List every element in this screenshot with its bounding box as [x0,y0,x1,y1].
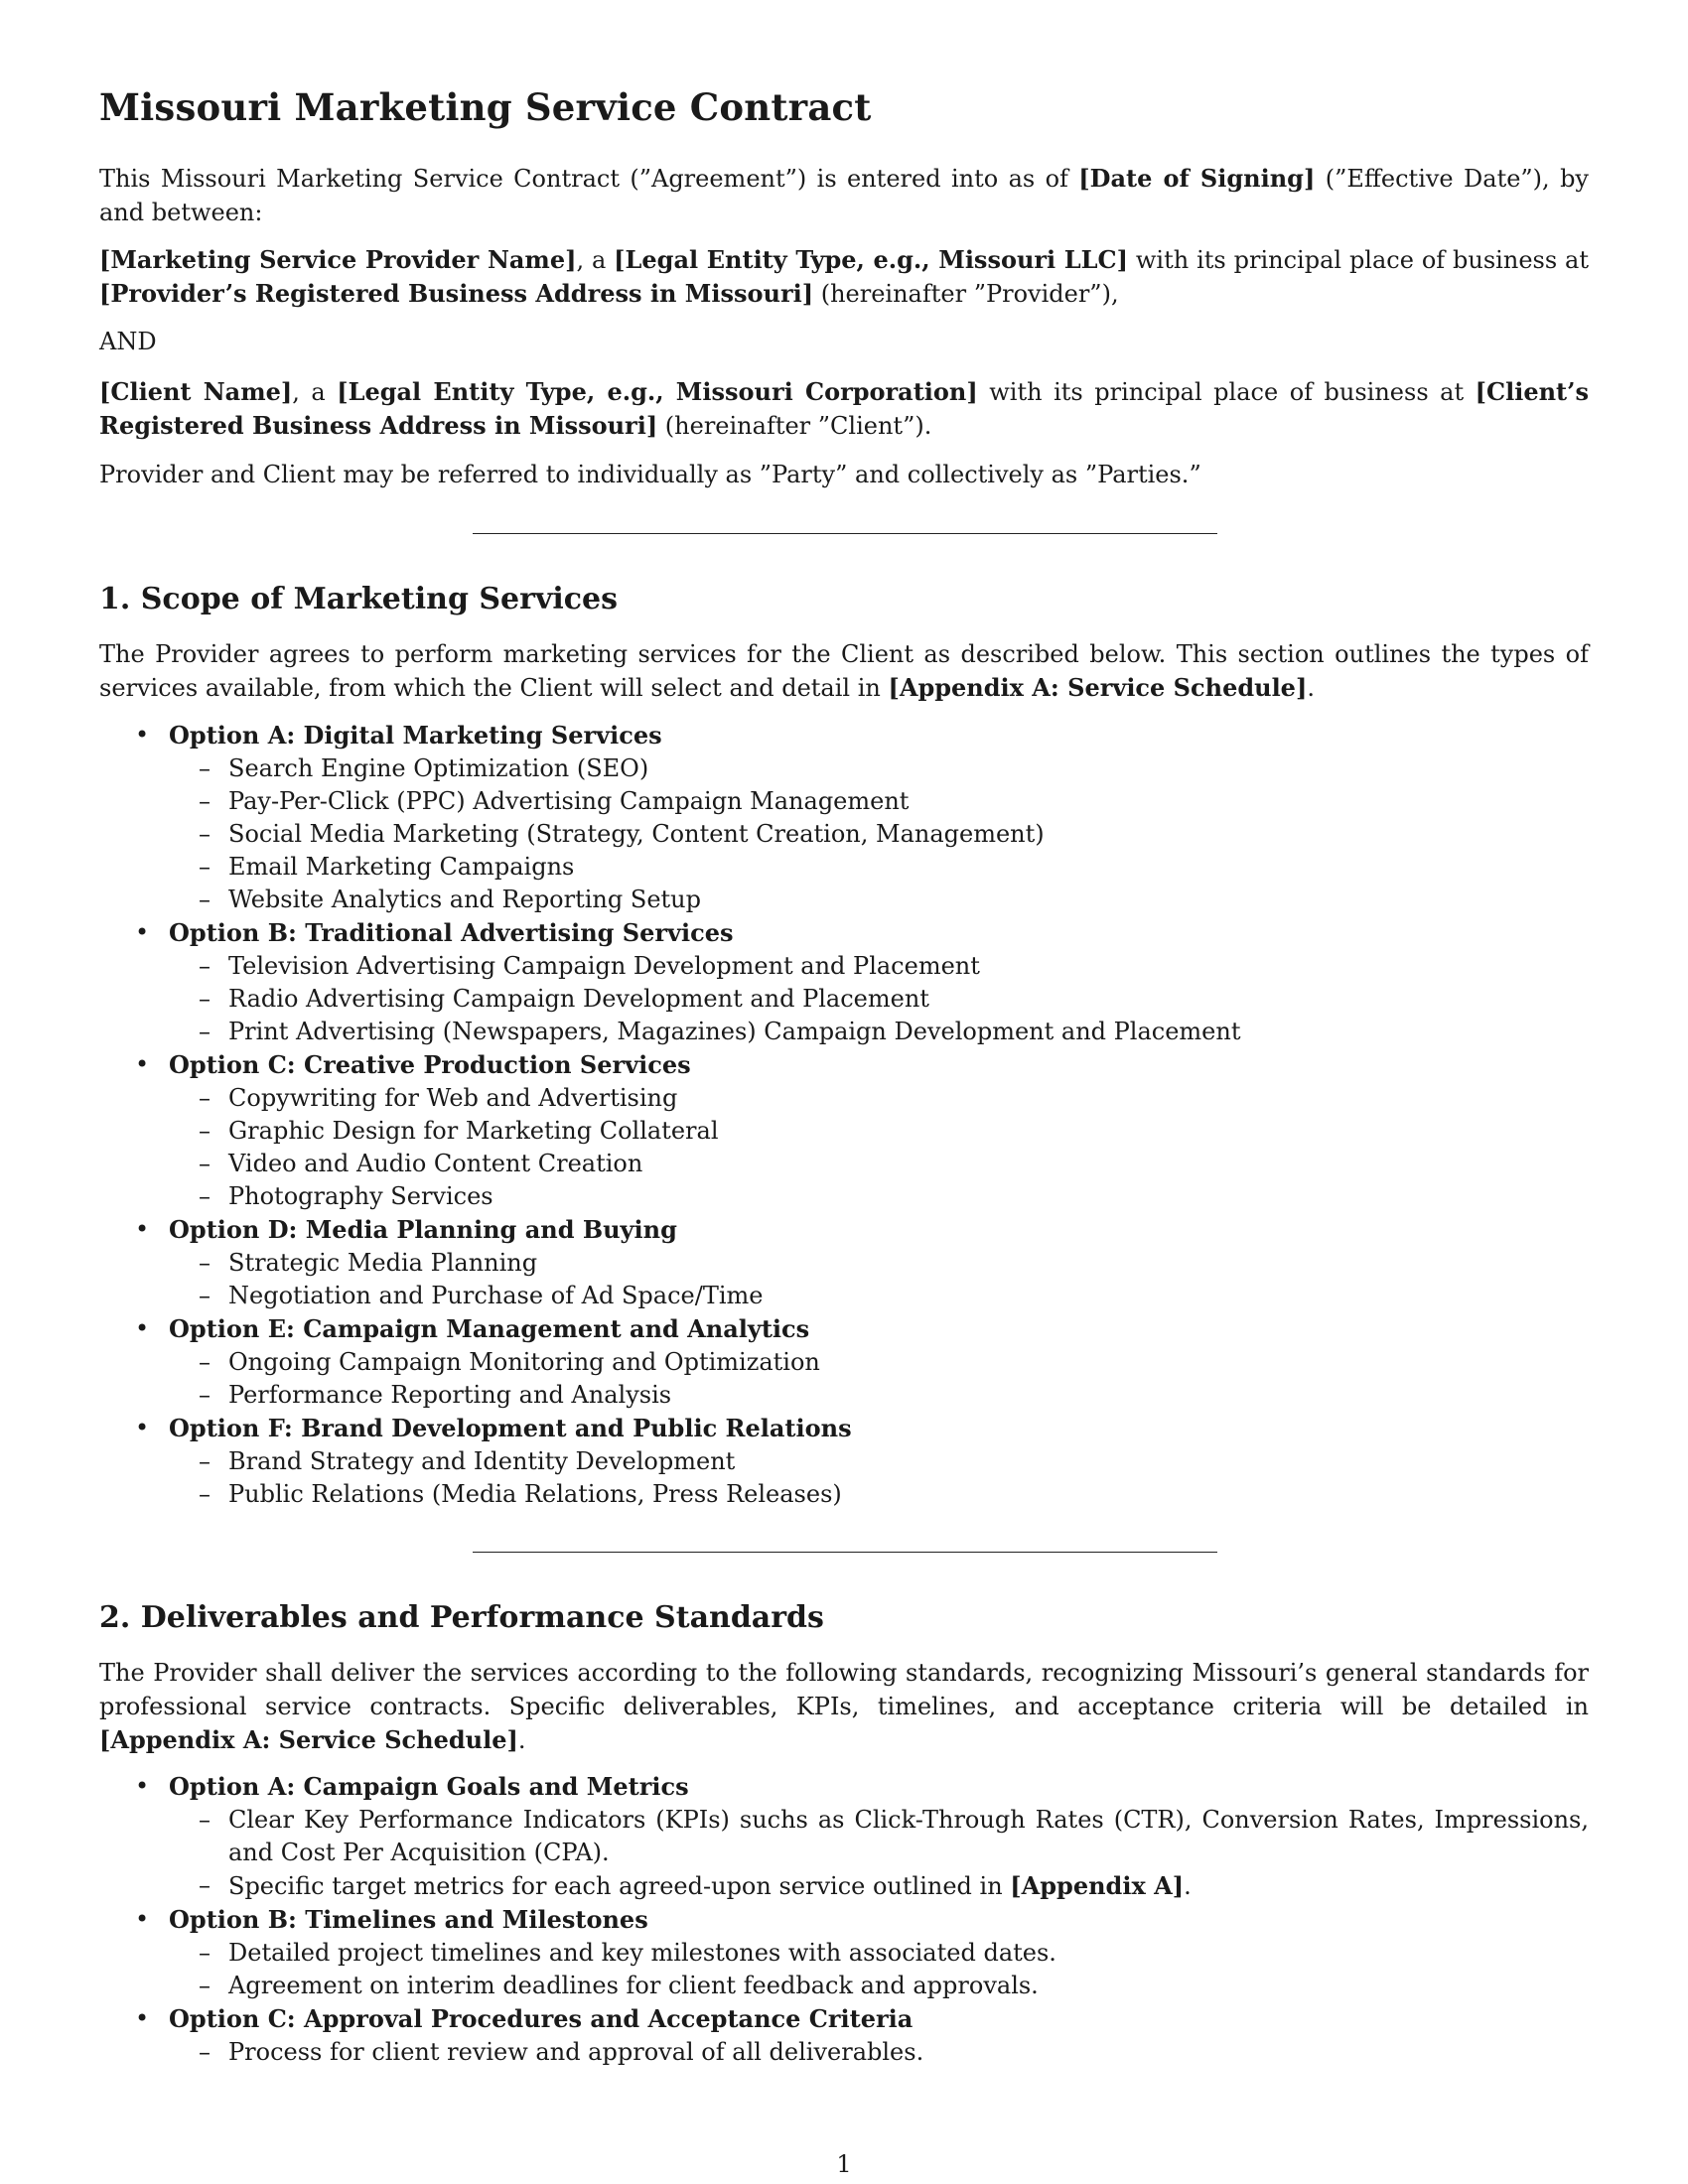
list-item: – Pay-Per-Click (PPC) Advertising Campaign Management [169,785,1589,818]
date-placeholder: [Date of Signing] [1078,164,1316,193]
provider-entity-placeholder: [Legal Entity Type, e.g., Missouri LLC] [614,245,1128,274]
dash-icon: – [199,985,211,1013]
sub-list [169,1247,1589,1312]
list-item: – Agreement on interim deadlines for client feedback and approvals. [169,1970,1589,2002]
sub-list [169,1346,1589,1412]
list-item [99,916,1589,1048]
list-item [99,1213,1589,1312]
appendix-reference: [Appendix A: Service Schedule] [99,1725,518,1754]
dash-icon: – [199,754,211,782]
dash-icon: – [199,1150,211,1177]
provider-address-placeholder: [Provider’s Registered Business Address in Missouri] [99,279,814,308]
list-item: – Graphic Design for Marketing Collateral [169,1115,1589,1148]
list-item [99,1312,1589,1412]
list-item: – Negotiation and Purchase of Ad Space/Time [169,1280,1589,1312]
appendix-reference: [Appendix A] [1010,1871,1185,1900]
list-item: – Search Engine Optimization (SEO) [169,752,1589,785]
list-item: – Radio Advertising Campaign Development and Placement [169,983,1589,1016]
sub-list [169,1804,1589,1903]
section-1-heading: 1. Scope of Marketing Services [99,582,619,616]
option-title: Option E: Campaign Management and Analytics [169,1314,810,1343]
list-item [99,1903,1589,2002]
client-entity-placeholder: [Legal Entity Type, e.g., Missouri Corporation] [337,377,978,406]
option-title: Option F: Brand Development and Public Relations [169,1414,852,1442]
client-paragraph: [Client Name], a [Legal Entity Type, e.g., Missouri Corporation] with its principal place of business at [Client’s Registered Business Address in Missouri] (hereinafter ”Client”). [99,377,1589,440]
client-name-placeholder: [Client Name] [99,377,293,406]
option-title: Option D: Media Planning and Buying [169,1215,677,1244]
list-item: – Television Advertising Campaign Development and Placement [169,950,1589,983]
list-item: – Video and Audio Content Creation [169,1148,1589,1180]
list-item: – Strategic Media Planning [169,1247,1589,1280]
client-address-placeholder: [Client’s Registered Business Address in Missouri] [99,377,1589,440]
list-item [99,1412,1589,1511]
option-title: Option A: Digital Marketing Services [169,721,662,750]
provider-name-placeholder: [Marketing Service Provider Name] [99,245,577,274]
dash-icon: – [199,787,211,815]
option-title: Option B: Timelines and Milestones [169,1905,648,1934]
list-item [99,719,1589,916]
bullet-icon: • [135,1050,150,1078]
dash-icon: – [199,820,211,848]
list-item [99,1770,1589,1903]
dash-icon: – [199,1447,211,1475]
dash-icon: – [199,1806,211,1834]
list-item: – Print Advertising (Newspapers, Magazines) Campaign Development and Placement [169,1016,1589,1048]
bullet-icon: • [135,1414,150,1441]
list-item: – Copywriting for Web and Advertising [169,1082,1589,1115]
parties-paragraph: Provider and Client may be referred to individually as ”Party” and collectively as ”Parties.” [99,461,1201,488]
list-item: – Specific target metrics for each agreed-upon service outlined in [Appendix A]. [199,1871,1192,1900]
option-title: Option C: Creative Production Services [169,1050,691,1079]
appendix-reference: [Appendix A: Service Schedule] [888,673,1308,702]
dash-icon: – [199,1117,211,1145]
list-item: – Process for client review and approval of all deliverables. [169,2036,1589,2069]
section-2-text: The Provider shall deliver the services according to the following standards, recognizing Missouri’s general standards for professional service contracts. Specific deliverables, KPIs, timelines, and acceptance criteria will be detailed in [Appendix A: Service Schedule]. [99,1659,1589,1754]
dash-icon: – [199,853,211,881]
option-title: Option A: Campaign Goals and Metrics [169,1772,689,1801]
section-divider [473,533,1217,534]
deliverable-options-list [99,1770,1589,2069]
sub-list [169,752,1589,916]
bullet-icon: • [135,1772,150,1800]
list-item [99,1048,1589,1213]
intro-paragraph: This Missouri Marketing Service Contract (”Agreement”) is entered into as of [Date of Signing] (”Effective Date”), by and between: [99,164,1589,226]
bullet-icon: • [135,2004,150,2032]
service-options-list [99,719,1589,1511]
sub-list [169,950,1589,1048]
document-title: Missouri Marketing Service Contract [99,85,872,129]
dash-icon: – [199,1972,211,1999]
dash-icon: – [199,2038,211,2066]
section-divider [473,1552,1217,1553]
dash-icon: – [199,952,211,980]
bullet-icon: • [135,1215,150,1243]
dash-icon: – [199,1182,211,1210]
sub-list [169,2036,1589,2069]
dash-icon: – [199,1381,211,1409]
dash-icon: – [199,1939,211,1967]
sub-list [169,1937,1589,2002]
list-item: – Social Media Marketing (Strategy, Content Creation, Management) [169,818,1589,851]
dash-icon: – [199,1282,211,1309]
option-title: Option B: Traditional Advertising Services [169,918,734,947]
dash-icon: – [199,1249,211,1277]
dash-icon: – [199,1084,211,1112]
dash-icon: – [199,1348,211,1376]
list-item: – Email Marketing Campaigns [169,851,1589,884]
list-item: – Clear Key Performance Indicators (KPIs) suchs as Click-Through Rates (CTR), Conversion Rates, Impressions, and Cost Per Acquisition (CPA). [199,1806,1589,1866]
dash-icon: – [199,1480,211,1508]
list-item: – Website Analytics and Reporting Setup [169,884,1589,916]
list-item: – Brand Strategy and Identity Development [169,1445,1589,1478]
list-item: – Performance Reporting and Analysis [169,1379,1589,1412]
dash-icon: – [199,886,211,913]
sub-list [169,1445,1589,1511]
bullet-icon: • [135,1905,150,1933]
option-title: Option C: Approval Procedures and Acceptance Criteria [169,2004,914,2033]
dash-icon: – [199,1871,211,1899]
sub-list [169,1082,1589,1213]
and-separator: AND [99,328,157,355]
bullet-icon: • [135,918,150,946]
bullet-icon: • [135,721,150,749]
bullet-icon: • [135,1314,150,1342]
list-item: – Detailed project timelines and key milestones with associated dates. [169,1937,1589,1970]
list-item: – Ongoing Campaign Monitoring and Optimization [169,1346,1589,1379]
provider-paragraph: [Marketing Service Provider Name], a [Legal Entity Type, e.g., Missouri LLC] with its principal place of business at [Provider’s Registered Business Address in Missouri] (hereinafter ”Provider”), [99,245,1589,308]
dash-icon: – [199,1018,211,1045]
page-number: 1 [836,2150,852,2178]
section-1-text: The Provider agrees to perform marketing services for the Client as described below. This section outlines the types of services available, from which the Client will select and detail in [Appendix A: Service Schedule]. [99,640,1589,702]
list-item: – Photography Services [169,1180,1589,1213]
list-item [99,2002,1589,2069]
section-2-heading: 2. Deliverables and Performance Standards [99,1600,824,1635]
list-item: – Public Relations (Media Relations, Press Releases) [169,1478,1589,1511]
